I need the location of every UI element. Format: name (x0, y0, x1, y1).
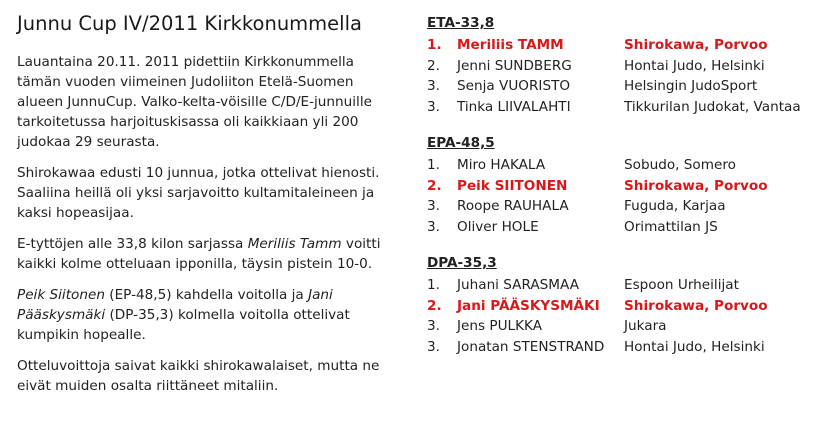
paragraph-summary: Otteluvoittoja saivat kaikki shirokawalaiset, mutta ne eivät muiden osalta riittäneet mitaliin. (17, 358, 380, 394)
athlete-name-emphasis: Meriliis Tamm (247, 236, 342, 252)
result-athlete: Jens PULKKA (457, 318, 543, 334)
result-position: 3. (427, 218, 440, 235)
result-position: 1. (427, 37, 442, 53)
article-title: Junnu Cup IV/2011 Kirkkonummella (17, 12, 362, 35)
paragraph-intro: Lauantaina 20.11. 2011 pidettiin Kirkkonummella tämän vuoden viimeinen Judoliiton Etelä-Suomen alueen JunnuCup. Valko-kelta-vöisille C/D/E-junnuille tarkoitetussa harjoituskisassa oli kaikkiaan yli 200 judokaa 29 seurasta. (17, 54, 372, 150)
result-athlete: Tinka LIIVALAHTI (457, 98, 571, 115)
result-position: 2. (427, 57, 440, 74)
article (17, 12, 402, 407)
category-block (427, 254, 832, 357)
result-club: Orimattilan JS (624, 218, 718, 235)
result-position: 3. (427, 318, 440, 334)
result-row (427, 155, 832, 176)
result-position: 2. (427, 177, 442, 194)
category-heading: ETA-33,8 (427, 15, 495, 31)
result-row (427, 337, 832, 358)
text-segment: (DP-35,3) kolmella voitolla ottelivat kumpikin hopealle. (17, 307, 350, 343)
text-segment: (EP-48,5) kahdella voitolla ja (104, 287, 309, 303)
result-row (427, 76, 832, 97)
result-row (427, 35, 832, 56)
result-row (427, 97, 832, 118)
result-position: 3. (427, 98, 440, 115)
result-row (427, 56, 832, 77)
result-position: 1. (427, 157, 440, 173)
result-club: Shirokawa, Porvoo (624, 177, 768, 194)
result-club: Helsingin JudoSport (624, 78, 758, 94)
category-block (427, 14, 832, 117)
result-athlete: Oliver HOLE (457, 218, 539, 235)
athlete-name-emphasis: Jani Pääskysmäki (17, 287, 333, 323)
paragraph-gold (17, 234, 402, 274)
result-athlete: Jonatan STENSTRAND (457, 338, 605, 355)
result-row (427, 176, 832, 197)
result-club: Hontai Judo, Helsinki (624, 57, 765, 74)
category-heading: DPA-35,3 (427, 255, 497, 271)
result-club: Fuguda, Karjaa (624, 198, 726, 214)
result-position: 2. (427, 297, 442, 314)
results-panel (427, 14, 832, 374)
paragraph-silver (17, 285, 402, 345)
result-athlete: Roope RAUHALA (457, 198, 569, 214)
result-club: Shirokawa, Porvoo (624, 37, 768, 53)
category-heading: EPA-48,5 (427, 135, 495, 151)
result-row (427, 275, 832, 296)
result-row (427, 217, 832, 238)
text-segment: E-tyttöjen alle 33,8 kilon sarjassa (17, 236, 248, 252)
result-athlete: Peik SIITONEN (457, 177, 568, 194)
result-row (427, 316, 832, 337)
result-athlete: Jenni SUNDBERG (457, 57, 572, 74)
result-athlete: Juhani SARASMAA (457, 277, 579, 293)
result-position: 3. (427, 78, 440, 94)
result-position: 3. (427, 338, 440, 355)
text-segment: voitti kaikki kolme otteluaan ipponilla, täysin pistein 10-0. (17, 236, 381, 272)
paragraph-team: Shirokawaa edusti 10 junnua, jotka ottelivat hienosti. Saaliina heillä oli yksi sarjavoitto kultamitaleineen ja kaksi hopeasijaa. (17, 165, 380, 221)
result-athlete: Senja VUORISTO (457, 78, 571, 94)
result-athlete: Jani PÄÄSKYSMÄKI (457, 297, 600, 314)
result-position: 1. (427, 277, 440, 293)
result-athlete: Miro HAKALA (457, 157, 546, 173)
result-row (427, 196, 832, 217)
result-club: Jukara (624, 318, 667, 334)
result-club: Tikkurilan Judokat, Vantaa (624, 98, 801, 115)
result-row (427, 296, 832, 317)
athlete-name-emphasis: Peik Siitonen (17, 287, 105, 303)
result-club: Espoon Urheilijat (624, 277, 739, 293)
category-block (427, 134, 832, 237)
result-club: Hontai Judo, Helsinki (624, 338, 765, 355)
result-club: Sobudo, Somero (624, 157, 736, 173)
result-club: Shirokawa, Porvoo (624, 297, 768, 314)
result-athlete: Meriliis TAMM (457, 37, 564, 53)
result-position: 3. (427, 198, 440, 214)
